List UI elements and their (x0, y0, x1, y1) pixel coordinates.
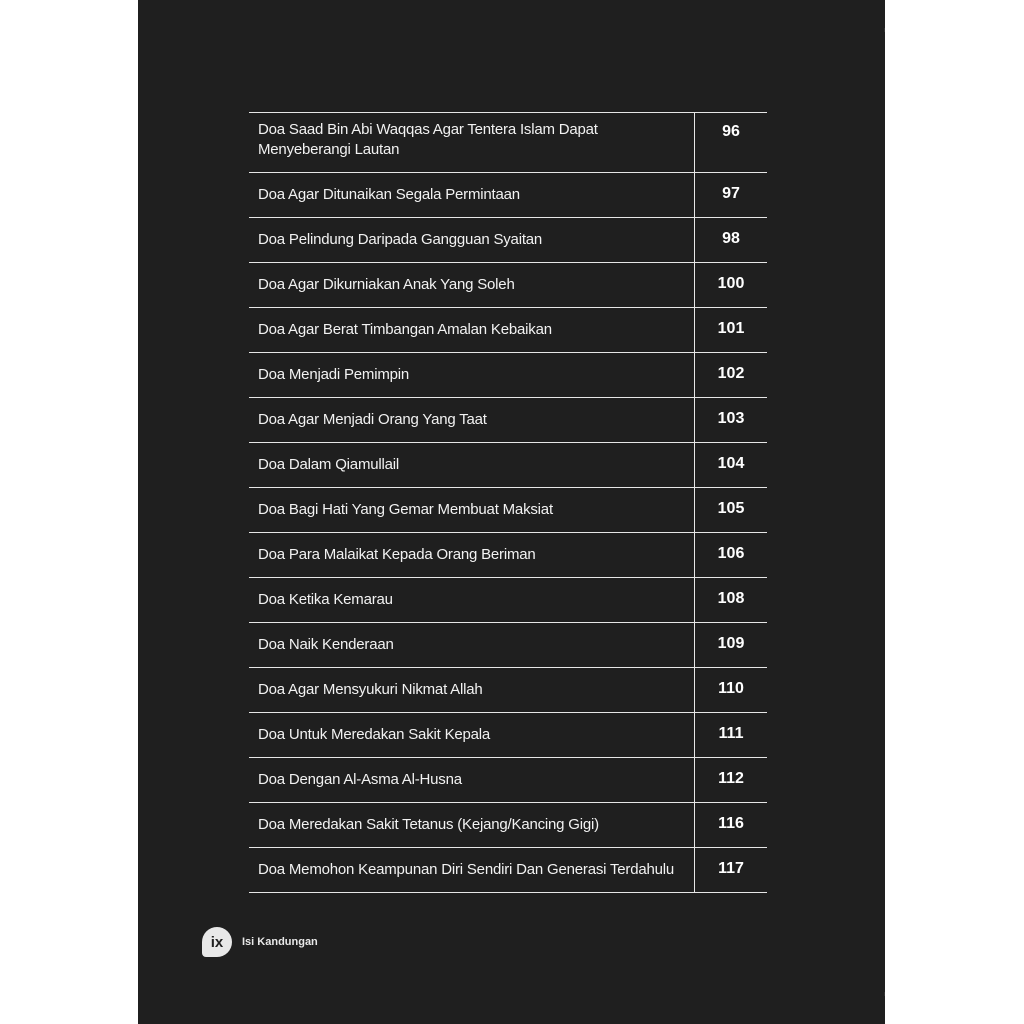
toc-entry-title: Doa Saad Bin Abi Waqqas Agar Tentera Islam Dapat Menyeberangi Lautan (249, 113, 695, 172)
toc-entry-title: Doa Para Malaikat Kepada Orang Beriman (249, 533, 695, 577)
table-of-contents (249, 112, 767, 893)
toc-entry-title: Doa Agar Mensyukuri Nikmat Allah (249, 668, 695, 712)
toc-entry-title: Doa Agar Dikurniakan Anak Yang Soleh (249, 263, 695, 307)
page-footer (202, 927, 318, 957)
toc-row (249, 848, 767, 893)
toc-row (249, 758, 767, 803)
toc-entry-page: 98 (722, 230, 740, 247)
toc-entry-page: 110 (718, 680, 744, 697)
page-number-badge: ix (202, 927, 232, 957)
toc-entry-page: 105 (717, 500, 745, 517)
toc-row (249, 353, 767, 398)
toc-row (249, 173, 767, 218)
toc-entry-title: Doa Agar Berat Timbangan Amalan Kebaikan (249, 308, 695, 352)
toc-row (249, 443, 767, 488)
toc-entry-page: 101 (717, 320, 745, 337)
toc-entry-title: Doa Bagi Hati Yang Gemar Membuat Maksiat (249, 488, 695, 532)
toc-row (249, 668, 767, 713)
toc-entry-page: 117 (718, 860, 744, 877)
toc-entry-title: Doa Dalam Qiamullail (249, 443, 695, 487)
crop-mark (884, 992, 885, 996)
toc-row (249, 623, 767, 668)
toc-entry-page: 116 (718, 815, 744, 832)
toc-entry-title: Doa Dengan Al-Asma Al-Husna (249, 758, 695, 802)
toc-entry-page: 100 (717, 275, 745, 292)
toc-entry-page: 103 (717, 410, 745, 427)
toc-entry-title: Doa Memohon Keampunan Diri Sendiri Dan Generasi Terdahulu (249, 848, 695, 892)
toc-entry-title: Doa Pelindung Daripada Gangguan Syaitan (249, 218, 695, 262)
toc-row (249, 308, 767, 353)
toc-row (249, 803, 767, 848)
toc-entry-title: Doa Untuk Meredakan Sakit Kepala (249, 713, 695, 757)
toc-entry-page: 102 (717, 365, 745, 382)
toc-row (249, 533, 767, 578)
toc-entry-title: Doa Meredakan Sakit Tetanus (Kejang/Kancing Gigi) (249, 803, 695, 847)
toc-entry-page: 111 (718, 725, 744, 742)
toc-entry-page: 97 (722, 185, 740, 202)
toc-entry-page: 106 (717, 545, 745, 562)
toc-row (249, 578, 767, 623)
toc-entry-page: 108 (717, 590, 745, 607)
crop-mark (884, 28, 885, 32)
toc-entry-title: Doa Naik Kenderaan (249, 623, 695, 667)
toc-entry-page: 104 (717, 455, 745, 472)
toc-row (249, 398, 767, 443)
toc-entry-title: Doa Agar Menjadi Orang Yang Taat (249, 398, 695, 442)
toc-entry-title: Doa Agar Ditunaikan Segala Permintaan (249, 173, 695, 217)
book-page (138, 0, 885, 1024)
toc-row (249, 113, 767, 173)
toc-row (249, 488, 767, 533)
toc-entry-page: 109 (717, 635, 745, 652)
toc-entry-title: Doa Menjadi Pemimpin (249, 353, 695, 397)
toc-row (249, 218, 767, 263)
toc-row (249, 263, 767, 308)
section-label: Isi Kandungan (242, 936, 318, 948)
toc-row (249, 713, 767, 758)
toc-entry-title: Doa Ketika Kemarau (249, 578, 695, 622)
toc-entry-page: 112 (718, 770, 744, 787)
toc-entry-page: 96 (722, 123, 740, 140)
